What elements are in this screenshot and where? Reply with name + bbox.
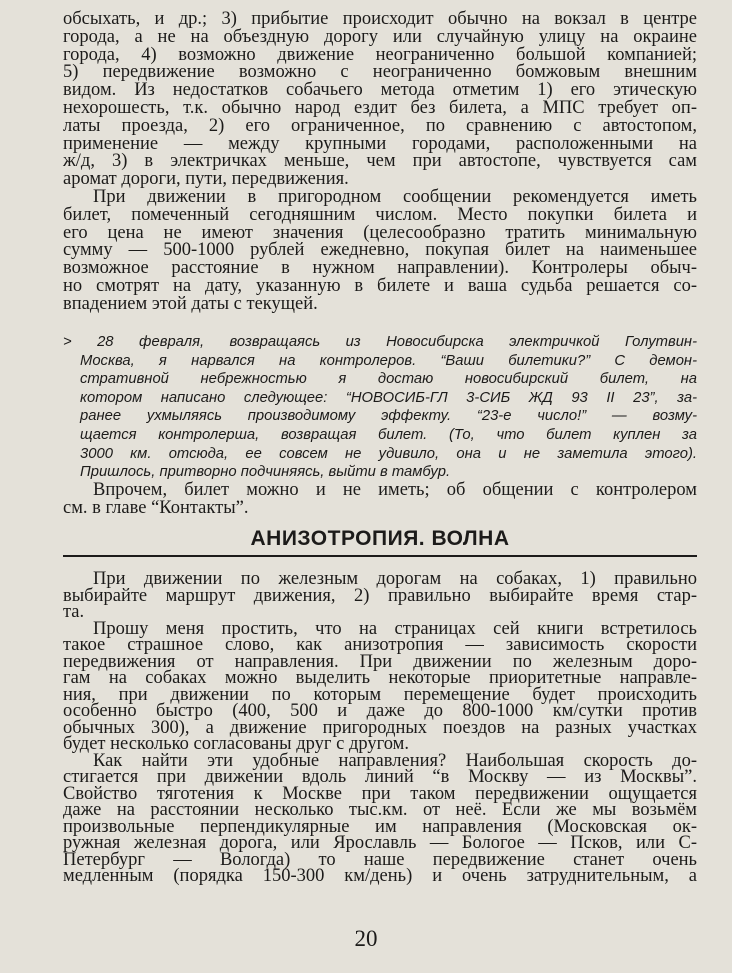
text-line: видом. Из недостатков собачьего метода отметим 1) его этическую (63, 80, 697, 101)
section-heading: АНИЗОТРОПИЯ. ВОЛНА (250, 527, 510, 550)
text-line: его цена не имеют значения (целесообразно тратить минимальную (63, 222, 697, 243)
text-line: Свойство тяготения к Москве при таком передвижении ощущается (63, 783, 697, 804)
body-text-chapter (63, 571, 697, 885)
text-line: но смотрят на дату, указанную в билете и ваша судьба решается со- (63, 275, 697, 296)
text-line: обсыхать, и др.; 3) прибытие происходит обычно на вокзал в центре (63, 9, 697, 29)
text-line: Прошу меня простить, что на страницах сей книги встретилось (93, 618, 697, 639)
text-line: 5) передвижение возможно с неограниченно бомжовым внешним (63, 62, 697, 83)
text-line: стративной небрежностью я достаю новосибирский билет, на (80, 371, 697, 388)
text-line: Москва, я нарвался на контролеров. “Ваши билетики?” С демон- (80, 352, 697, 369)
text-line: города, а не на объездную дорогу или случайную улицу на окраине (63, 26, 697, 47)
text-line: Впрочем, билет можно и не иметь; об общении с контролером (93, 480, 697, 500)
text-line: Петербург — Вологда) то наше передвижение станет очень (63, 849, 697, 870)
text-line: та. (63, 602, 85, 622)
paragraph (63, 333, 697, 482)
heading-rule (63, 555, 697, 557)
text-line: сумму — 500-1000 рублей ежедневно, покупая билет на наименьшее (63, 240, 697, 261)
anecdote-block (63, 333, 697, 482)
paragraph (63, 571, 697, 621)
text-line: даже на расстоянии несколько тыс.км. от неё. Если же мы возьмём (63, 800, 697, 820)
text-line: Как найти эти удобные направления? Наибольшая скорость до- (93, 750, 697, 771)
text-line: произвольные перпендикулярные им направления (Московская ок- (63, 816, 697, 837)
text-line: передвижения от направления. При движении по железным доро- (63, 651, 697, 672)
text-line: медленным (порядка 150-300 км/день) и очень затруднительным, а (63, 866, 697, 886)
text-line: обычных 300), а движение пригородных поездов на разных участках (63, 717, 697, 738)
paragraph (63, 750, 697, 886)
text-line: нехорошесть, т.к. обычно народ ездит без билета, а МПС требует оп- (63, 97, 697, 118)
text-line: см. в главе “Контакты”. (63, 498, 249, 518)
text-line: ружная железная дорога, или Ярославль — Бологое — Псков, или С- (63, 833, 697, 853)
body-text-after-anecdote (63, 481, 697, 517)
text-line: латы проезда, 2) его ограниченное, по сравнению с автостопом, (63, 115, 697, 136)
paragraph (63, 618, 697, 754)
paragraph (63, 186, 697, 314)
text-line: Пришлось, притворно подчиняясь, выйти в тамбур. (80, 464, 451, 481)
text-line: стигается при движении вдоль линий “в Москву — из Москвы”. (63, 767, 697, 787)
text-line: котором написано следующее: “НОВОСИБ-ГЛ 3-СИБ ЖД 93 II 23”, за- (80, 389, 697, 406)
text-line: > 28 февраля, возвращаясь из Новосибирска электричкой Голутвин- (63, 334, 697, 350)
text-line: впадением этой даты с текущей. (63, 293, 318, 314)
text-line: возможное расстояние в нужном направлении). Контролеры обыч- (63, 258, 697, 279)
text-line: При движении по железным дорогам на собаках, 1) правильно (93, 569, 697, 589)
text-line: применение — между крупными городами, расположенными на (63, 133, 697, 154)
text-line: такое страшное слово, как анизотропия — зависимость скорости (63, 635, 697, 655)
body-text-top (63, 11, 697, 314)
text-line: ж/д, 3) в электричках меньше, чем при автостопе, чувствуется сам (63, 151, 697, 172)
text-line: гам на собаках можно выделить некоторые приоритетные направле- (63, 668, 697, 688)
text-line: аромат дороги, пути, передвижения. (63, 169, 349, 190)
text-line: выбирайте маршрут движения, 2) правильно выбирайте время стар- (63, 585, 697, 606)
paragraph (63, 481, 697, 517)
paragraph (63, 11, 697, 189)
text-line: особенно быстро (400, 500 и даже до 800-1000 км/сутки против (63, 701, 697, 721)
text-line: 3000 км. отсюда, ее совсем не удивило, она и не заметила этого). (80, 445, 697, 462)
text-line: ранее ухмыляясь производимому эффекту. “23-е число!” — возму- (80, 408, 697, 425)
text-line: билет, помеченный сегодняшним числом. Место покупки билета и (63, 204, 697, 225)
page-number: 20 (354, 926, 378, 951)
text-line: щается контролерша, возвращая билет. (То, что билет куплен за (80, 426, 697, 443)
text-line: города, 4) возможно движение неограниченно большой компанией; (63, 44, 697, 65)
text-line: будет несколько согласованы друг с другом. (63, 734, 409, 754)
text-line: При движении в пригородном сообщении рекомендуется иметь (93, 186, 697, 207)
text-line: ния, при движении по которым перемещение будет происходить (63, 684, 697, 705)
